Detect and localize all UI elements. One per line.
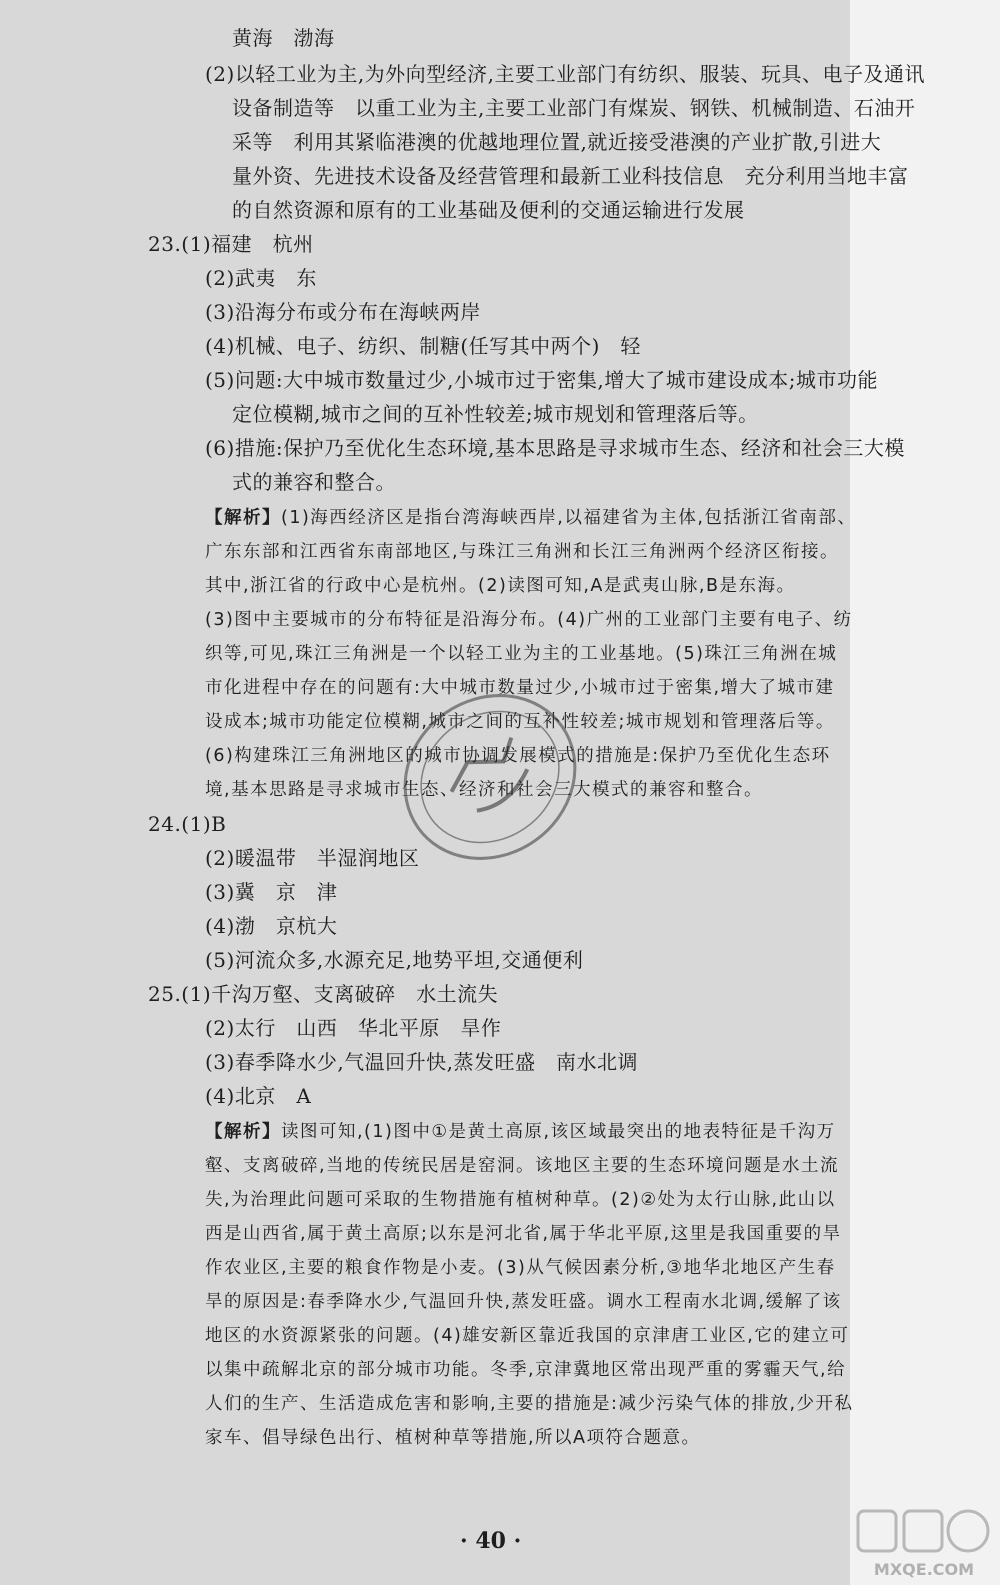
text-line [205, 1012, 501, 1044]
text-line [205, 1388, 854, 1420]
text-line [148, 228, 314, 260]
line-text: 以集中疏解北京的部分城市功能。冬季,京津冀地区常出现严重的雾霾天气,给 [205, 1360, 847, 1380]
text-line [232, 194, 745, 226]
line-text: (2)暖温带 半湿润地区 [205, 846, 420, 870]
line-text: (2)武夷 东 [205, 266, 317, 290]
line-text: (5)问题:大中城市数量过少,小城市过于密集,增大了城市建设成本;城市功能 [205, 368, 879, 392]
text-line [205, 1218, 842, 1250]
text-line [232, 22, 335, 54]
line-text: (3)春季降水少,气温回升快,蒸发旺盛 南水北调 [205, 1050, 639, 1074]
text-line [205, 502, 856, 534]
line-text: 式的兼容和整合。 [232, 470, 396, 494]
line-text: 量外资、先进技术设备及经营管理和最新工业科技信息 充分利用当地丰富 [232, 164, 909, 188]
line-text: 的自然资源和原有的工业基础及便利的交通运输进行发展 [232, 198, 745, 222]
text-line [232, 466, 396, 498]
text-line [148, 808, 226, 840]
watermark-text: MXQE.COM [873, 1560, 975, 1579]
line-text: 黄海 渤海 [232, 26, 335, 50]
line-text: (3)图中主要城市的分布特征是沿海分布。(4)广州的工业部门主要有电子、纺 [205, 610, 853, 630]
page-margin [850, 0, 1000, 1585]
line-text: (6)构建珠江三角洲地区的城市协调发展模式的措施是:保护乃至优化生态环 [205, 746, 831, 766]
line-text: 失,为治理此问题可采取的生物措施有植树种草。(2)②处为太行山脉,此山以 [205, 1190, 836, 1210]
text-line [205, 1354, 846, 1386]
page-number: · 40 · [460, 1528, 522, 1554]
line-text: 作农业区,主要的粮食作物是小麦。(3)从气候因素分析,③地华北地区产生春 [205, 1258, 836, 1278]
text-line [232, 398, 759, 430]
text-line [205, 570, 795, 602]
line-text: 西是山西省,属于黄土高原;以东是河北省,属于华北平原,这里是我国重要的旱 [205, 1224, 842, 1244]
line-text: 23.(1)福建 杭州 [148, 232, 314, 256]
line-text: 织等,可见,珠江三角洲是一个以轻工业为主的工业基地。(5)珠江三角洲在城 [205, 644, 838, 664]
text-line [205, 842, 419, 874]
line-text: 设备制造等 以重工业为主,主要工业部门有煤炭、钢铁、机械制造、石油开 [232, 96, 916, 120]
line-text: 定位模糊,城市之间的互补性较差;城市规划和管理落后等。 [232, 402, 759, 426]
line-text: 壑、支离破碎,当地的传统民居是窑洞。该地区主要的生态环境问题是水土流 [205, 1156, 840, 1176]
line-text: (2)太行 山西 华北平原 旱作 [205, 1016, 502, 1040]
text-line [205, 1116, 836, 1148]
text-line [205, 536, 839, 568]
text-line [205, 296, 481, 328]
text-line [148, 978, 498, 1010]
text-line [205, 364, 878, 396]
line-text: 市化进程中存在的问题有:大中城市数量过少,小城市过于密集,增大了城市建 [205, 678, 835, 698]
text-line [205, 1320, 849, 1352]
text-line [232, 126, 881, 158]
line-text: (1)海西经济区是指台湾海峡西岸,以福建省为主体,包括浙江省南部、 [281, 508, 857, 528]
text-line [205, 604, 853, 636]
text-line [232, 160, 909, 192]
text-line [205, 1286, 842, 1318]
text-line [205, 432, 905, 464]
line-text: 采等 利用其紧临港澳的优越地理位置,就近接受港澳的产业扩散,引进大 [232, 130, 882, 154]
line-text: (4)北京 A [205, 1084, 312, 1108]
text-line [205, 1252, 836, 1284]
text-line [205, 910, 337, 942]
line-text: 24.(1)B [148, 812, 227, 836]
line-text: 地区的水资源紧张的问题。(4)雄安新区靠近我国的京津唐工业区,它的建立可 [205, 1326, 850, 1346]
line-text: (2)以轻工业为主,为外向型经济,主要工业部门有纺织、服装、玩具、电子及通讯 [205, 62, 926, 86]
analysis-tag: 【解析】 [205, 1122, 281, 1142]
line-text: (4)机械、电子、纺织、制糖(任写其中两个) 轻 [205, 334, 641, 358]
line-text: 境,基本思路是寻求城市生态、经济和社会三大模式的兼容和整合。 [205, 780, 764, 800]
text-line [205, 944, 583, 976]
text-line [205, 1046, 638, 1078]
line-text: (5)河流众多,水源充足,地势平坦,交通便利 [205, 948, 584, 972]
line-text: 其中,浙江省的行政中心是杭州。(2)读图可知,A是武夷山脉,B是东海。 [205, 576, 796, 596]
line-text: (6)措施:保护乃至优化生态环境,基本思路是寻求城市生态、经济和社会三大模 [205, 436, 905, 460]
line-text: 旱的原因是:春季降水少,气温回升快,蒸发旺盛。调水工程南水北调,缓解了该 [205, 1292, 842, 1312]
line-text: (4)渤 京杭大 [205, 914, 338, 938]
text-line [205, 876, 337, 908]
line-text: 设成本;城市功能定位模糊,城市之间的互补性较差;城市规划和管理落后等。 [205, 712, 835, 732]
line-text: 家车、倡导绿色出行、植树种草等措施,所以A项符合题意。 [205, 1428, 701, 1448]
text-line [205, 1080, 311, 1112]
text-line [205, 1150, 839, 1182]
text-line [205, 58, 925, 90]
line-text: (3)沿海分布或分布在海峡两岸 [205, 300, 481, 324]
line-text: 广东东部和江西省东南部地区,与珠江三角洲和长江三角洲两个经济区衔接。 [205, 542, 840, 562]
text-line [205, 1422, 701, 1454]
analysis-tag: 【解析】 [205, 508, 281, 528]
watermark-logo-icon [850, 1505, 998, 1583]
line-text: (3)冀 京 津 [205, 880, 338, 904]
text-line [205, 1184, 836, 1216]
text-line [232, 92, 915, 124]
line-text: 读图可知,(1)图中①是黄土高原,该区域最突出的地表特征是千沟万 [281, 1122, 836, 1142]
line-text: 人们的生产、生活造成危害和影响,主要的措施是:减少污染气体的排放,少开私 [205, 1394, 854, 1414]
text-line [205, 330, 641, 362]
line-text: 25.(1)千沟万壑、支离破碎 水土流失 [148, 982, 499, 1006]
text-line [205, 262, 317, 294]
